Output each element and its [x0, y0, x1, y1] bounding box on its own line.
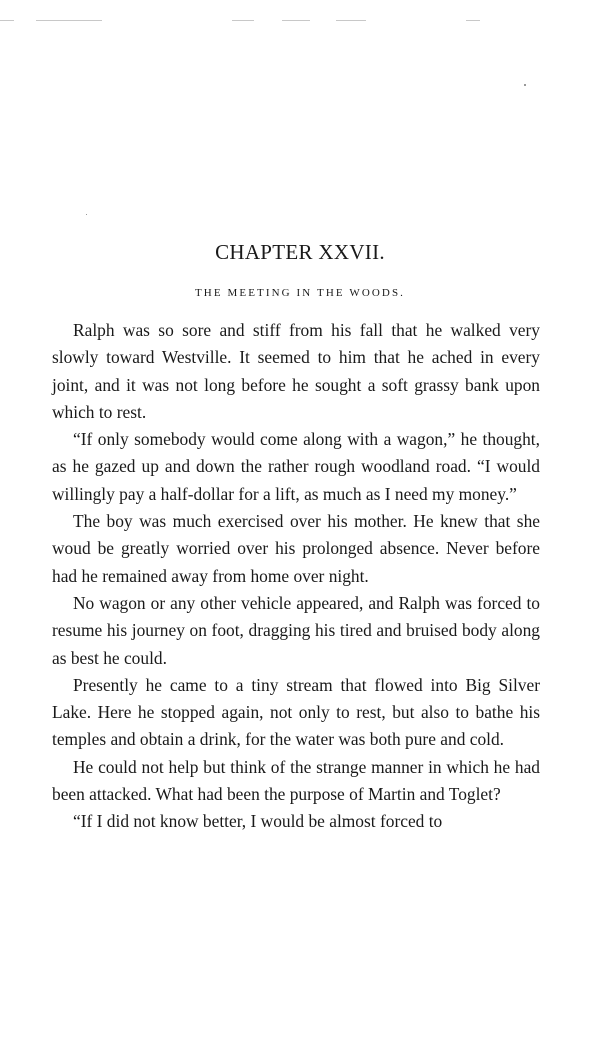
paragraph: The boy was much exercised over his mother. He knew that she woud be greatly worried over his prolonged absence. Never before had he remained away from home over night.: [52, 511, 540, 586]
chapter-body: [52, 317, 540, 836]
scan-artifact: [282, 20, 310, 21]
paragraph: “If only somebody would come along with a wagon,” he thought, as he gazed up and down the rather rough woodland road. “I would willingly pay a half-dollar for a lift, as much as I need my money.”: [52, 429, 540, 504]
chapter-subtitle: THE MEETING IN THE WOODS.: [194, 287, 406, 299]
scan-artifact: [232, 20, 254, 21]
scan-dot: [86, 214, 87, 215]
scan-artifact: [466, 20, 480, 21]
scan-artifact: [336, 20, 366, 21]
paragraph: Presently he came to a tiny stream that flowed into Big Silver Lake. Here he stopped again, not only to rest, but also to bathe his temples and obtain a drink, for the water was both pure and cold.: [52, 674, 540, 750]
scan-artifact: [0, 20, 14, 21]
paragraph: He could not help but think of the strange manner in which he had been attacked. What had been the purpose of Martin and Toglet?: [52, 756, 540, 805]
chapter-title: CHAPTER XXVII.: [215, 240, 385, 264]
paragraph: “If I did not know better, I would be almost forced to: [73, 811, 443, 832]
paragraph: No wagon or any other vehicle appeared, and Ralph was forced to resume his journey on foot, dragging his tired and bruised body along as best he could.: [52, 592, 540, 668]
scan-dot: [524, 84, 526, 86]
scan-artifact: [36, 20, 102, 21]
paragraph: Ralph was so sore and stiff from his fall that he walked very slowly toward Westville. It seemed to him that he ached in every joint, and it was not long before he sought a soft grassy bank upon which to rest.: [52, 320, 540, 422]
